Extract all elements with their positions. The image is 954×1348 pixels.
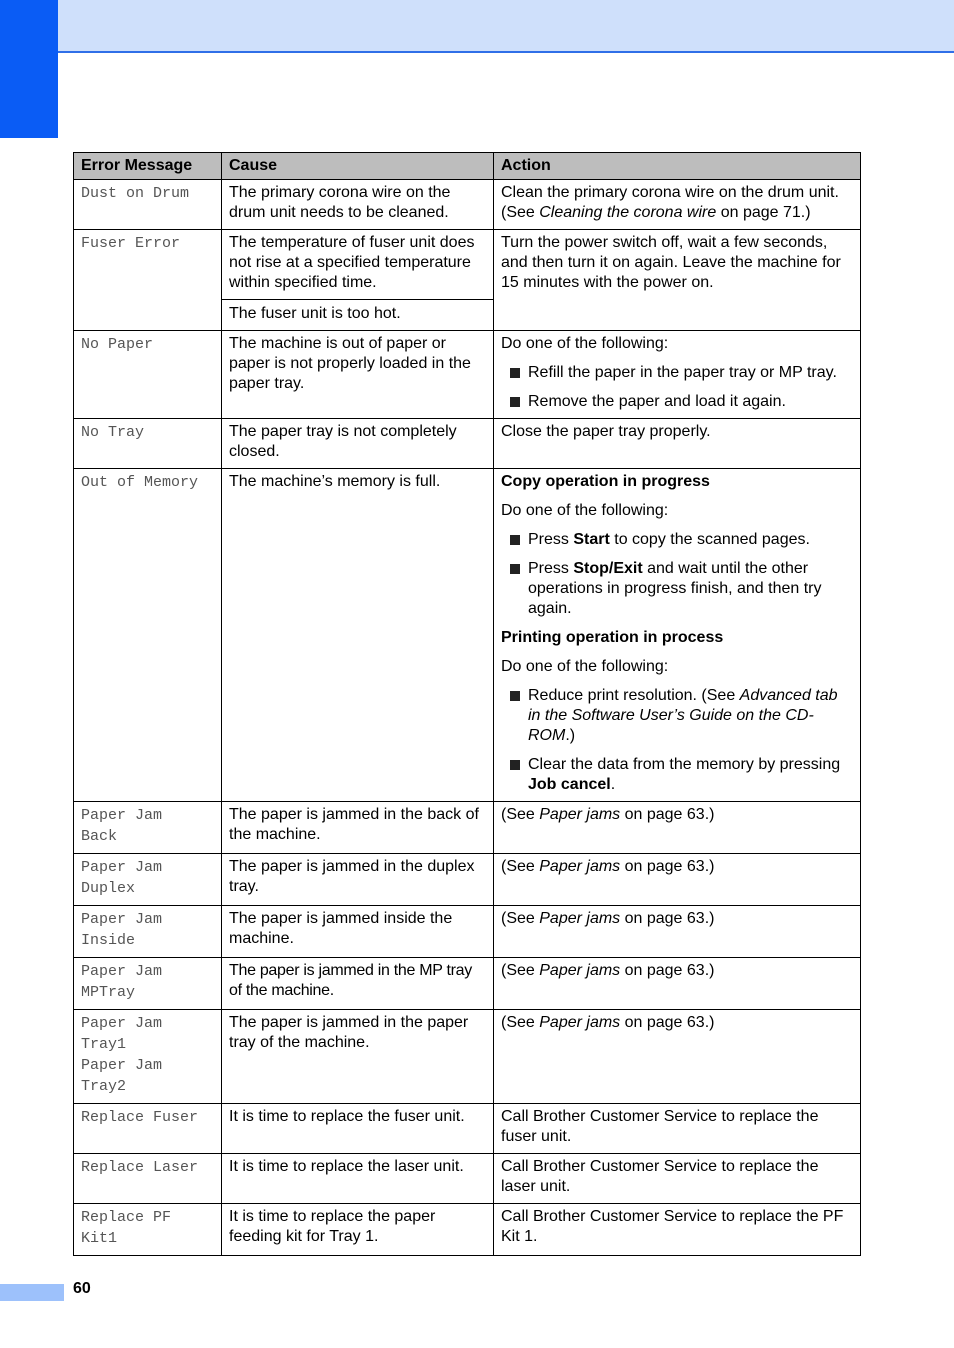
action-text: Clean the primary corona wire on the drum unit. (See bbox=[501, 184, 839, 221]
error-message-cell bbox=[74, 419, 222, 469]
square-bullet-icon bbox=[510, 535, 520, 545]
cause-cell: The primary corona wire on the drum unit needs to be cleaned. bbox=[222, 180, 494, 230]
error-message-text: Paper Jam bbox=[81, 963, 163, 980]
cause-cell: It is time to replace the paper feeding kit for Tray 1. bbox=[222, 1204, 494, 1256]
cross-reference-link[interactable]: Paper jams bbox=[539, 858, 621, 875]
page-number: 60 bbox=[73, 1280, 91, 1297]
action-cell bbox=[494, 180, 861, 230]
error-message-text: Fuser Error bbox=[81, 235, 181, 252]
table-row bbox=[74, 230, 861, 331]
cross-reference-link[interactable]: Paper jams bbox=[539, 806, 621, 823]
cross-reference-link[interactable]: Paper jams bbox=[539, 962, 621, 979]
table-row bbox=[74, 419, 861, 469]
bullet-item: Press Stop/Exit and wait until the other operations in progress finish, and then try again. bbox=[501, 559, 853, 619]
table-row bbox=[74, 906, 861, 958]
cause-text: The temperature of fuser unit does not rise at a specified temperature within specified time. bbox=[222, 233, 493, 300]
action-cell: (See Paper jams on page 63.) bbox=[494, 906, 861, 958]
action-cell: (See Paper jams on page 63.) bbox=[494, 958, 861, 1010]
action-intro: Do one of the following: bbox=[501, 658, 669, 675]
square-bullet-icon bbox=[510, 691, 520, 701]
error-message-cell bbox=[74, 180, 222, 230]
bullet-item: Remove the paper and load it again. bbox=[501, 392, 853, 412]
error-message-text: Tray1 bbox=[81, 1036, 127, 1053]
table-row bbox=[74, 1204, 861, 1256]
page-header-band bbox=[58, 0, 954, 53]
cause-cell: The paper is jammed inside the machine. bbox=[222, 906, 494, 958]
copy-operation-heading: Copy operation in progress bbox=[501, 473, 710, 490]
cause-cell: The machine’s memory is full. bbox=[222, 469, 494, 802]
cross-reference-link[interactable]: Paper jams bbox=[539, 1014, 621, 1031]
printing-operation-heading: Printing operation in process bbox=[501, 629, 724, 646]
cause-text: The fuser unit is too hot. bbox=[229, 305, 401, 322]
page-footer-tab bbox=[0, 1284, 64, 1301]
action-cell: (See Paper jams on page 63.) bbox=[494, 854, 861, 906]
error-message-text: No Paper bbox=[81, 336, 154, 353]
cause-cell: The paper is jammed in the back of the machine. bbox=[222, 802, 494, 854]
error-message-text: MPTray bbox=[81, 984, 136, 1001]
error-message-text: Dust on Drum bbox=[81, 185, 190, 202]
table-row bbox=[74, 1010, 861, 1104]
bullet-item: Reduce print resolution. (See Advanced tab in the Software User’s Guide on the CD-ROM.) bbox=[501, 686, 853, 746]
error-message-text: Replace Fuser bbox=[81, 1109, 199, 1126]
error-message-cell bbox=[74, 230, 222, 331]
table-header-row bbox=[74, 153, 861, 180]
table-row bbox=[74, 331, 861, 419]
action-cell: Call Brother Customer Service to replace the laser unit. bbox=[494, 1154, 861, 1204]
action-intro: Do one of the following: bbox=[501, 502, 669, 519]
job-cancel-key-label: Job cancel bbox=[528, 776, 611, 793]
chapter-tab-marker bbox=[0, 0, 58, 138]
error-message-text: Duplex bbox=[81, 880, 136, 897]
start-key-label: Start bbox=[573, 531, 610, 548]
cause-cell: The machine is out of paper or paper is not properly loaded in the paper tray. bbox=[222, 331, 494, 419]
table-row bbox=[74, 180, 861, 230]
bullet-item: Clear the data from the memory by pressing Job cancel. bbox=[501, 755, 853, 795]
table-row bbox=[74, 802, 861, 854]
cause-cell: It is time to replace the fuser unit. bbox=[222, 1104, 494, 1154]
cause-cell: The paper tray is not completely closed. bbox=[222, 419, 494, 469]
error-message-text: Replace Laser bbox=[81, 1159, 199, 1176]
error-message-cell bbox=[74, 1204, 222, 1256]
action-cell bbox=[494, 331, 861, 419]
error-message-text: No Tray bbox=[81, 424, 145, 441]
action-intro: Do one of the following: bbox=[501, 335, 669, 352]
cross-reference-link[interactable]: Advanced tab in the Software User’s Guide on the CD-ROM bbox=[528, 687, 838, 744]
bullet-item: Press Start to copy the scanned pages. bbox=[501, 530, 853, 550]
header-action: Action bbox=[494, 153, 861, 180]
square-bullet-icon bbox=[510, 368, 520, 378]
error-message-table bbox=[73, 152, 861, 1256]
error-message-text: Kit1 bbox=[81, 1230, 118, 1247]
square-bullet-icon bbox=[510, 760, 520, 770]
bullet-item: Refill the paper in the paper tray or MP tray. bbox=[501, 363, 853, 383]
action-cell bbox=[494, 469, 861, 802]
action-text: on page 71.) bbox=[716, 204, 811, 221]
table-row bbox=[74, 1154, 861, 1204]
action-cell: Close the paper tray properly. bbox=[494, 419, 861, 469]
error-message-cell bbox=[74, 906, 222, 958]
table-row bbox=[74, 958, 861, 1010]
error-message-text: Paper Jam bbox=[81, 859, 163, 876]
error-message-text: Back bbox=[81, 828, 118, 845]
action-cell: (See Paper jams on page 63.) bbox=[494, 802, 861, 854]
error-message-cell bbox=[74, 802, 222, 854]
error-message-text: Paper Jam bbox=[81, 911, 163, 928]
error-message-cell bbox=[74, 854, 222, 906]
cross-reference-link[interactable]: Cleaning the corona wire bbox=[539, 204, 717, 221]
error-message-cell bbox=[74, 1154, 222, 1204]
action-cell: (See Paper jams on page 63.) bbox=[494, 1010, 861, 1104]
square-bullet-icon bbox=[510, 397, 520, 407]
cause-cell: The paper is jammed in the paper tray of the machine. bbox=[222, 1010, 494, 1104]
table-row bbox=[74, 1104, 861, 1154]
error-message-text: Out of Memory bbox=[81, 474, 199, 491]
table-row bbox=[74, 469, 861, 802]
header-error-message: Error Message bbox=[74, 153, 222, 180]
error-message-cell bbox=[74, 958, 222, 1010]
error-message-text: Paper Jam bbox=[81, 807, 163, 824]
cross-reference-link[interactable]: Paper jams bbox=[539, 910, 621, 927]
error-message-cell bbox=[74, 469, 222, 802]
table-row bbox=[74, 854, 861, 906]
cause-cell: It is time to replace the laser unit. bbox=[222, 1154, 494, 1204]
cause-cell bbox=[222, 230, 494, 331]
error-message-text: Inside bbox=[81, 932, 136, 949]
action-cell: Turn the power switch off, wait a few seconds, and then turn it on again. Leave the machine for 15 minutes with the power on. bbox=[494, 230, 861, 331]
error-message-cell bbox=[74, 331, 222, 419]
cause-cell: The paper is jammed in the MP tray of the machine. bbox=[222, 958, 494, 1010]
action-cell: Call Brother Customer Service to replace the PF Kit 1. bbox=[494, 1204, 861, 1256]
error-message-text: Paper Jam bbox=[81, 1015, 163, 1032]
error-message-text: Paper Jam bbox=[81, 1057, 163, 1074]
error-message-text: Replace PF bbox=[81, 1209, 172, 1226]
square-bullet-icon bbox=[510, 564, 520, 574]
cause-cell: The paper is jammed in the duplex tray. bbox=[222, 854, 494, 906]
stop-exit-key-label: Stop/Exit bbox=[573, 560, 643, 577]
error-message-cell bbox=[74, 1010, 222, 1104]
error-message-text: Tray2 bbox=[81, 1078, 127, 1095]
action-cell: Call Brother Customer Service to replace the fuser unit. bbox=[494, 1104, 861, 1154]
header-cause: Cause bbox=[222, 153, 494, 180]
error-message-cell bbox=[74, 1104, 222, 1154]
